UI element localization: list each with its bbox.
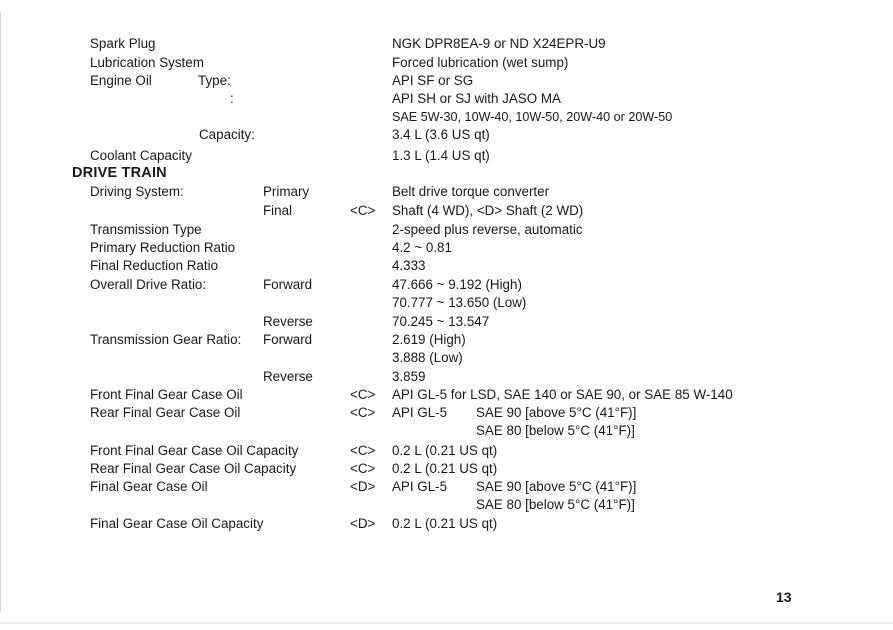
spec-label-transmission-type: Transmission Type [90, 222, 202, 237]
spec-sublabel-reverse: Reverse [263, 369, 313, 384]
page-number: 13 [776, 589, 792, 605]
spec-sublabel-colon: : [230, 91, 234, 106]
spec-sublabel-final: Final [263, 203, 293, 218]
spec-value-rear-final-gear-oil-sae90: SAE 90 [above 5°C (41°F)] [476, 405, 637, 420]
spec-value-gear-reverse: 3.859 [392, 369, 426, 384]
spec-value-final-gear-oil-sae90: SAE 90 [above 5°C (41°F)] [476, 479, 637, 494]
spec-value-engine-oil-type-alt: API SH or SJ with JASO MA [392, 91, 561, 106]
spec-value-overall-reverse: 70.245 ~ 13.547 [392, 314, 490, 329]
spec-label-front-final-gear-capacity: Front Final Gear Case Oil Capacity [90, 443, 299, 458]
spec-value-transmission-type: 2-speed plus reverse, automatic [392, 222, 583, 237]
spec-tag-c: <C> [350, 387, 376, 402]
spec-value-gear-forward-low: 3.888 (Low) [392, 350, 463, 365]
spec-label-rear-final-gear-capacity: Rear Final Gear Case Oil Capacity [90, 461, 297, 476]
spec-value-primary-reduction: 4.2 ~ 0.81 [392, 240, 452, 255]
spec-value-final-gear-oil: API GL-5 [392, 479, 448, 494]
spec-value-driving-final: Shaft (4 WD), <D> Shaft (2 WD) [392, 203, 584, 218]
spec-label-lubrication: Lubrication System [90, 55, 204, 70]
page-bottom-edge [0, 622, 893, 624]
spec-value-rear-final-gear-oil-sae80: SAE 80 [below 5°C (41°F)] [476, 423, 635, 438]
spec-value-overall-forward-high: 47.666 ~ 9.192 (High) [392, 277, 522, 292]
spec-value-front-final-gear-oil: API GL-5 for LSD, SAE 140 or SAE 90, or SAE 85 W-140 [392, 387, 733, 402]
spec-tag-c: <C> [350, 443, 376, 458]
spec-value-rear-final-gear-oil: API GL-5 [392, 405, 448, 420]
spec-label-primary-reduction: Primary Reduction Ratio [90, 240, 236, 255]
section-heading-drive-train: DRIVE TRAIN [72, 165, 167, 181]
spec-value-rear-final-gear-capacity: 0.2 L (0.21 US qt) [392, 461, 498, 476]
spec-label-coolant: Coolant Capacity [90, 148, 192, 163]
spec-label-final-gear-oil: Final Gear Case Oil [90, 479, 208, 494]
spec-value-overall-forward-low: 70.777 ~ 13.650 (Low) [392, 295, 527, 310]
spec-label-final-reduction: Final Reduction Ratio [90, 258, 219, 273]
spec-value-front-final-gear-capacity: 0.2 L (0.21 US qt) [392, 443, 498, 458]
spec-sublabel-primary: Primary [263, 184, 310, 199]
spec-tag-c: <C> [350, 405, 376, 420]
spec-label-transmission-gear-ratio: Transmission Gear Ratio: [90, 332, 242, 347]
spec-value-engine-oil-viscosity: SAE 5W-30, 10W-40, 10W-50, 20W-40 or 20W-50 [392, 110, 673, 124]
spec-sublabel-reverse: Reverse [263, 314, 313, 329]
spec-sublabel-type: Type: [198, 73, 231, 88]
spec-value-final-reduction: 4.333 [392, 258, 426, 273]
spec-label-rear-final-gear-oil: Rear Final Gear Case Oil [90, 405, 241, 420]
spec-label-final-gear-capacity: Final Gear Case Oil Capacity [90, 516, 264, 531]
spec-value-final-gear-oil-sae80: SAE 80 [below 5°C (41°F)] [476, 497, 635, 512]
page-edge-shadow [0, 12, 1, 612]
spec-value-lubrication: Forced lubrication (wet sump) [392, 55, 569, 70]
spec-label-engine-oil: Engine Oil [90, 73, 152, 88]
spec-sublabel-capacity: Capacity: [199, 127, 255, 142]
spec-tag-c: <C> [350, 461, 376, 476]
spec-label-spark-plug: Spark Plug [90, 36, 156, 51]
spec-sublabel-forward: Forward [263, 277, 313, 292]
spec-value-coolant: 1.3 L (1.4 US qt) [392, 148, 490, 163]
spec-label-driving-system: Driving System: [90, 184, 184, 199]
spec-value-engine-oil-type: API SF or SG [392, 73, 474, 88]
spec-label-overall-drive-ratio: Overall Drive Ratio: [90, 277, 207, 292]
spec-tag-d: <D> [350, 516, 376, 531]
spec-value-driving-primary: Belt drive torque converter [392, 184, 550, 199]
spec-value-spark-plug: NGK DPR8EA-9 or ND X24EPR-U9 [392, 36, 606, 51]
spec-value-engine-oil-capacity: 3.4 L (3.6 US qt) [392, 127, 490, 142]
spec-sublabel-forward: Forward [263, 332, 313, 347]
spec-value-final-gear-capacity: 0.2 L (0.21 US qt) [392, 516, 498, 531]
spec-value-gear-forward-high: 2.619 (High) [392, 332, 466, 347]
spec-label-front-final-gear-oil: Front Final Gear Case Oil [90, 387, 243, 402]
spec-tag-c: <C> [350, 203, 376, 218]
spec-tag-d: <D> [350, 479, 376, 494]
